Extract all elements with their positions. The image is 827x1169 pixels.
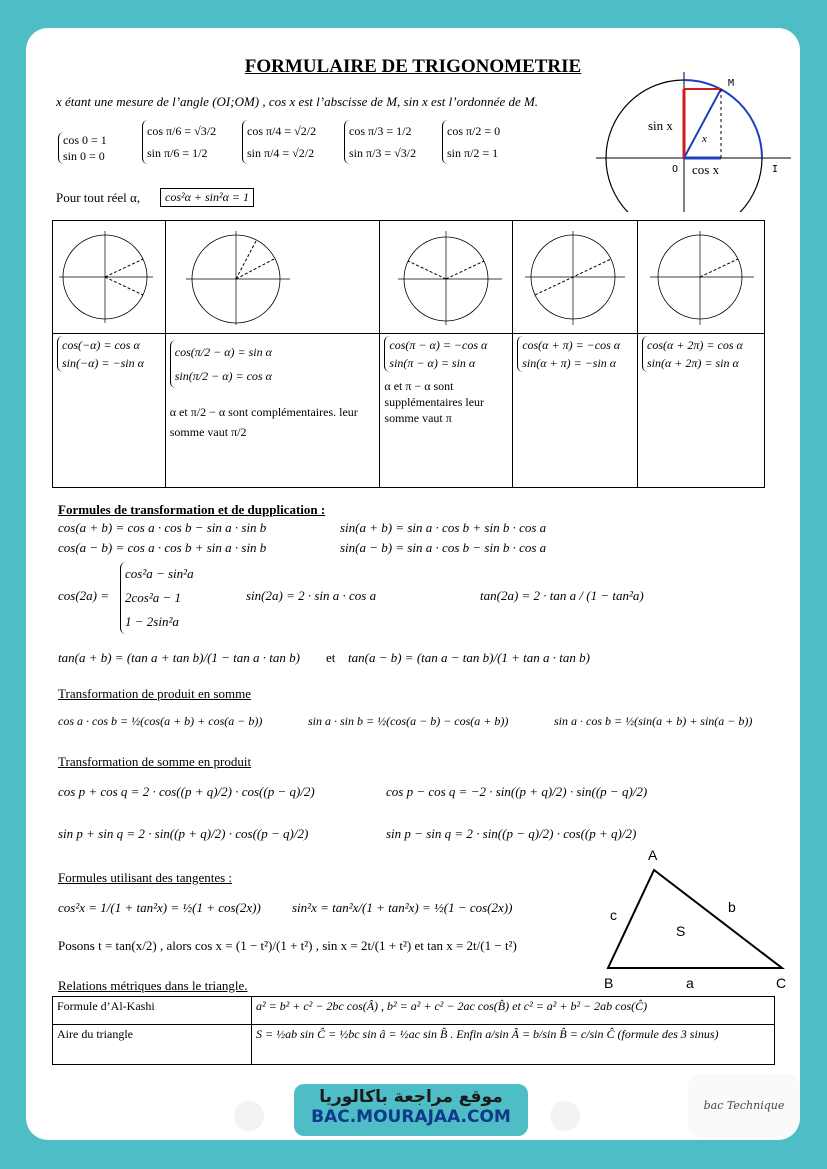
section-title-transfo: Formules de transformation et de dupplication : bbox=[58, 502, 326, 517]
formula-line: cos(α + π) = −cos α bbox=[522, 338, 621, 352]
arc-segment bbox=[684, 80, 762, 158]
metric-label: Formule d’Al-Kashi bbox=[53, 997, 252, 1025]
triangle-figure bbox=[596, 840, 796, 990]
special-line: cos π/6 = √3/2 bbox=[147, 124, 217, 138]
unit-circle-figure bbox=[596, 72, 796, 212]
special-line: sin π/6 = 1/2 bbox=[147, 146, 208, 160]
special-zero bbox=[58, 132, 107, 164]
pythag-label: Pour tout réel α, bbox=[56, 190, 141, 205]
formula-sin-sum: sin(a + b) = sin a · cos b + sin b · cos a bbox=[340, 520, 547, 535]
vertex-a-label: A bbox=[648, 847, 658, 863]
formula-line: sin(α + 2π) = sin α bbox=[647, 356, 739, 370]
special-line: cos 0 = 1 bbox=[63, 133, 107, 147]
formula-line: cos(−α) = cos α bbox=[62, 338, 140, 352]
special-line: cos π/3 = 1/2 bbox=[349, 124, 412, 138]
pythag-identity: cos²α + sin²α = 1 bbox=[160, 188, 254, 207]
special-pi6 bbox=[142, 120, 216, 164]
circle-cell bbox=[513, 221, 638, 334]
area-s-label: S bbox=[676, 923, 686, 939]
formula-cell bbox=[380, 334, 513, 488]
sum-sin-plus: sin p + sin q = 2 · sin((p + q)/2) · cos((p − q)/2) bbox=[58, 826, 309, 841]
cosine-label: cos x bbox=[692, 162, 720, 177]
formula-cell bbox=[53, 334, 166, 488]
metric-relations-table bbox=[52, 996, 775, 1065]
formula-sheet bbox=[26, 28, 800, 1140]
triangle-shape bbox=[608, 870, 782, 968]
prod-cos-cos: cos a · cos b = ½(cos(a + b) + cos(a − b)) bbox=[58, 714, 263, 728]
special-line: sin π/3 = √3/2 bbox=[349, 146, 417, 160]
intro-text: x étant une mesure de l’angle (OI;OM) , cos x est l’abscisse de M, sin x est l’ordonnée de M. bbox=[56, 94, 539, 109]
double-cos-lhs: cos(2a) = bbox=[58, 588, 110, 603]
prod-sin-cos: sin a · cos b = ½(sin(a + b) + sin(a − b)) bbox=[554, 714, 753, 728]
formula-cell bbox=[638, 334, 765, 488]
special-pi3 bbox=[344, 120, 416, 164]
formula-note: α et π/2 − α sont complémentaires. leur somme vaut π/2 bbox=[169, 405, 358, 439]
sum-cos-minus: cos p − cos q = −2 · sin((p + q)/2) · sin((p − q)/2) bbox=[386, 784, 648, 799]
special-line: sin π/4 = √2/2 bbox=[247, 146, 315, 160]
formula-note: α et π − α sont supplémentaires leur somme vaut π bbox=[384, 379, 485, 425]
special-line: sin π/2 = 1 bbox=[447, 146, 499, 160]
special-pi4 bbox=[242, 120, 316, 164]
sum-cos-plus: cos p + cos q = 2 · cos((p + q)/2) · cos((p − q)/2) bbox=[58, 784, 315, 799]
circle-cell bbox=[165, 221, 380, 334]
tan-sin-square: sin²x = tan²x/(1 + tan²x) = ½(1 − cos(2x)) bbox=[292, 900, 513, 915]
special-pi2 bbox=[442, 120, 500, 164]
tan-cos-square: cos²x = 1/(1 + tan²x) = ½(1 + cos(2x)) bbox=[58, 900, 261, 915]
circle-complementary-icon bbox=[170, 223, 370, 327]
tan-separator: et bbox=[326, 650, 336, 665]
site-logo-icon bbox=[550, 1101, 580, 1131]
circle-cell bbox=[380, 221, 513, 334]
vertex-c-label: C bbox=[776, 975, 787, 990]
formula-cos-diff: cos(a − b) = cos a · cos b + sin a · sin b bbox=[58, 540, 267, 555]
metric-formula: S = ½ab sin Ĉ = ½bc sin â = ½ac sin B̂ . Enfin a/sin Â = b/sin B̂ = c/sin Ĉ (formule des 3 sinus) bbox=[252, 1025, 775, 1065]
special-line: sin 0 = 0 bbox=[63, 149, 105, 163]
formula-line: sin(α + π) = −sin α bbox=[522, 356, 617, 370]
formula-sin-diff: sin(a − b) = sin a · cos b − sin b · cos a bbox=[340, 540, 547, 555]
formula-cell bbox=[513, 334, 638, 488]
circle-plus-2pi-icon bbox=[642, 223, 760, 327]
formula-line: sin(−α) = −sin α bbox=[62, 356, 144, 370]
side-c-label: c bbox=[610, 907, 617, 923]
circle-neg-alpha-icon bbox=[57, 223, 157, 327]
case-line: 1 − 2sin²a bbox=[125, 614, 179, 629]
formula-line: sin(π − α) = sin α bbox=[389, 356, 476, 370]
site-logo-icon bbox=[234, 1101, 264, 1131]
table-row bbox=[53, 1025, 775, 1065]
metric-label: Aire du triangle bbox=[53, 1025, 252, 1065]
double-sin: sin(2a) = 2 · sin a · cos a bbox=[246, 588, 377, 603]
table-row bbox=[53, 334, 765, 488]
circle-plus-pi-icon bbox=[517, 223, 629, 327]
angle-label: x bbox=[702, 133, 707, 145]
point-i-label: I bbox=[772, 164, 779, 175]
formula-line: cos(α + 2π) = cos α bbox=[647, 338, 743, 352]
tan-sum: tan(a + b) = (tan a + tan b)/(1 − tan a · tan b) bbox=[58, 650, 300, 665]
footer-site-link[interactable]: BAC.MOURAJAA.COM bbox=[311, 1107, 511, 1127]
sine-label: sin x bbox=[648, 118, 673, 133]
table-row bbox=[53, 221, 765, 334]
table-row bbox=[53, 997, 775, 1025]
formula-line: cos(π − α) = −cos α bbox=[389, 338, 488, 352]
side-b-label: b bbox=[728, 899, 736, 915]
site-footer-banner[interactable] bbox=[294, 1084, 528, 1136]
circle-cell bbox=[53, 221, 166, 334]
sum-sin-minus: sin p − sin q = 2 · sin((p − q)/2) · cos((p + q)/2) bbox=[386, 826, 637, 841]
section-title-metric: Relations métriques dans le triangle. bbox=[58, 978, 248, 993]
side-a-label: a bbox=[686, 975, 694, 990]
circle-cell bbox=[638, 221, 765, 334]
formula-line: sin(π/2 − α) = cos α bbox=[174, 369, 272, 383]
radius-om bbox=[684, 89, 721, 158]
point-m-label: M bbox=[728, 78, 735, 89]
case-line: 2cos²a − 1 bbox=[125, 590, 181, 605]
tan-half-substitution: Posons t = tan(x/2) , alors cos x = (1 − t²)/(1 + t²) , sin x = 2t/(1 + t²) et tan x = 2t/(1 − t²) bbox=[58, 938, 517, 953]
special-line: cos π/4 = √2/2 bbox=[247, 124, 317, 138]
section-title-prod: Transformation de produit en somme bbox=[58, 686, 252, 701]
special-line: cos π/2 = 0 bbox=[447, 124, 501, 138]
vertex-b-label: B bbox=[604, 975, 614, 990]
formula-line: cos(π/2 − α) = sin α bbox=[174, 345, 272, 359]
prod-sin-sin: sin a · sin b = ½(cos(a − b) − cos(a + b)) bbox=[308, 714, 509, 728]
case-line: cos²a − sin²a bbox=[125, 566, 194, 581]
formula-cos-sum: cos(a + b) = cos a · cos b − sin a · sin b bbox=[58, 520, 267, 535]
formula-cell bbox=[165, 334, 380, 488]
bac-technique-badge: bac Technique bbox=[688, 1074, 800, 1138]
double-cos-cases bbox=[120, 562, 194, 634]
section-title-tangent: Formules utilisant des tangentes : bbox=[58, 870, 233, 885]
metric-formula: a² = b² + c² − 2bc cos(Â) , b² = a² + c² − 2ac cos(B̂) et c² = a² + b² − 2ab cos(Ĉ) bbox=[252, 997, 775, 1025]
circle-supplementary-icon bbox=[384, 223, 504, 327]
page-title: FORMULAIRE DE TRIGONOMETRIE bbox=[244, 56, 582, 77]
section-title-sum: Transformation de somme en produit bbox=[58, 754, 252, 769]
footer-arabic-text: موقع مراجعة باكالوريا bbox=[319, 1087, 503, 1107]
double-tan: tan(2a) = 2 · tan a / (1 − tan²a) bbox=[480, 588, 644, 603]
origin-label: O bbox=[672, 164, 679, 175]
tan-diff: tan(a − b) = (tan a − tan b)/(1 + tan a · tan b) bbox=[348, 650, 590, 665]
associated-angles-table bbox=[52, 220, 765, 488]
